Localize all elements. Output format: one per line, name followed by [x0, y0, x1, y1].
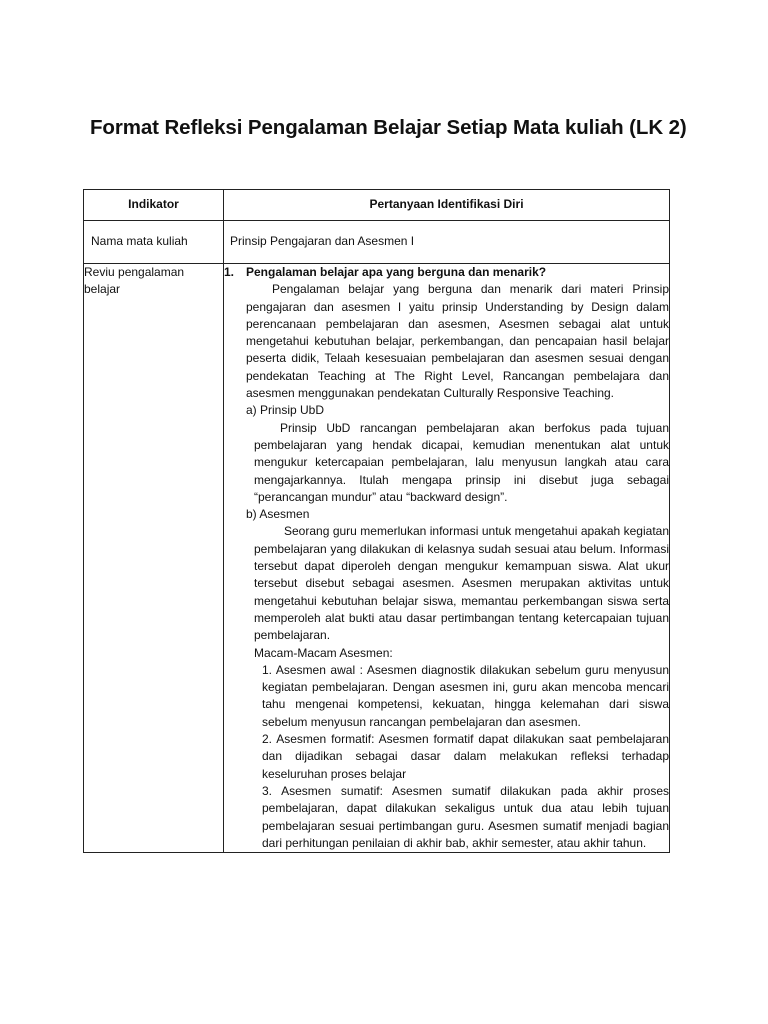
list-item: 1. Asesmen awal : Asesmen diagnostik dilakukan sebelum guru menyusun kegiatan pembelajaran. Dengan asesmen ini, guru akan mencoba mencari tahu mengenai kompetensi, kekuatan, hingga kelemahan dari siswa sebelum menyusun rancangan pembelajaran dan asesmen.: [262, 662, 669, 729]
question-heading: [224, 264, 669, 281]
question-number: 1.: [224, 265, 235, 279]
header-pertanyaan: Pertanyaan Identifikasi Diri: [224, 190, 670, 221]
subheading-asesmen: b) Asesmen: [246, 507, 310, 522]
table-row: [84, 221, 670, 264]
row-label-course: Nama mata kuliah: [84, 221, 224, 264]
subheading-ubd: a) Prinsip UbD: [246, 403, 325, 418]
table-row: [84, 264, 670, 853]
document-title: Format Refleksi Pengalaman Belajar Setiap Mata kuliah (LK 2): [90, 116, 687, 139]
review-content: [224, 264, 670, 853]
types-heading: Macam-Macam Asesmen:: [254, 645, 393, 660]
row-label-review: [84, 264, 224, 853]
ubd-paragraph: Prinsip UbD rancangan pembelajaran akan berfokus pada tujuan pembelajaran yang hendak dicapai, kemudian menentukan alat untuk mengukur ketercapaian pembelajaran, lalu menyusun langkah atau cara mengajarkannya. Itulah mengapa prinsip ini disebut juga sebagai “perancangan mundur” atau “backward design”.: [254, 420, 669, 504]
table-header-row: [84, 190, 670, 221]
review-label-text: Reviu pengalaman belajar: [84, 265, 185, 297]
reflection-table: [83, 189, 670, 853]
asesmen-paragraph: Seorang guru memerlukan informasi untuk mengetahui apakah kegiatan pembelajaran yang dilakukan di kelasnya sudah sesuai atau belum. Informasi tersebut dapat diperoleh dengan mengukur kemampuan siswa. Alat ukur tersebut disebut sebagai asesmen. Asesmen merupakan aktivitas untuk mengetahui kebutuhan belajar siswa, memantau perkembangan siswa serta memperoleh alat bukti atau dasar pertimbangan tentang ketercapaian tujuan pembelajaran.: [254, 524, 669, 643]
list-item: 3. Asesmen sumatif: Asesmen sumatif dilakukan pada akhir proses pembelajaran, dapat dilakukan sekaligus untuk dua atau lebih tujuan pembelajaran sesuai pertimbangan guru. Asesmen sumatif menjadi bagian dari perhitungan penilaian di akhir bab, akhir semester, atau akhir tahun.: [262, 783, 669, 850]
intro-paragraph: Pengalaman belajar yang berguna dan menarik dari materi Prinsip pengajaran dan asesmen I yaitu prinsip Understanding by Design dalam perencanaan pembelajaran dan asesmen, Asesmen sebagai alat untuk mengetahui kebutuhan belajar, perkembangan, dan pencapaian hasil belajar peserta didik, Telaah kesesuaian pembelajaran dan asesmen sesuai dengan pendekatan Teaching at The Right Level, Rancangan pembelajara dan asesmen menggunakan pendekatan Culturally Responsive Teaching.: [246, 282, 669, 401]
list-item: 2. Asesmen formatif: Asesmen formatif dapat dilakukan saat pembelajaran dan dijadikan sebagai dasar dalam melakukan refleksi terhadap keseluruhan proses belajar: [262, 732, 669, 781]
row-value-course: Prinsip Pengajaran dan Asesmen I: [224, 221, 670, 264]
header-indikator: Indikator: [84, 190, 224, 221]
question-text: Pengalaman belajar apa yang berguna dan menarik?: [246, 265, 547, 279]
